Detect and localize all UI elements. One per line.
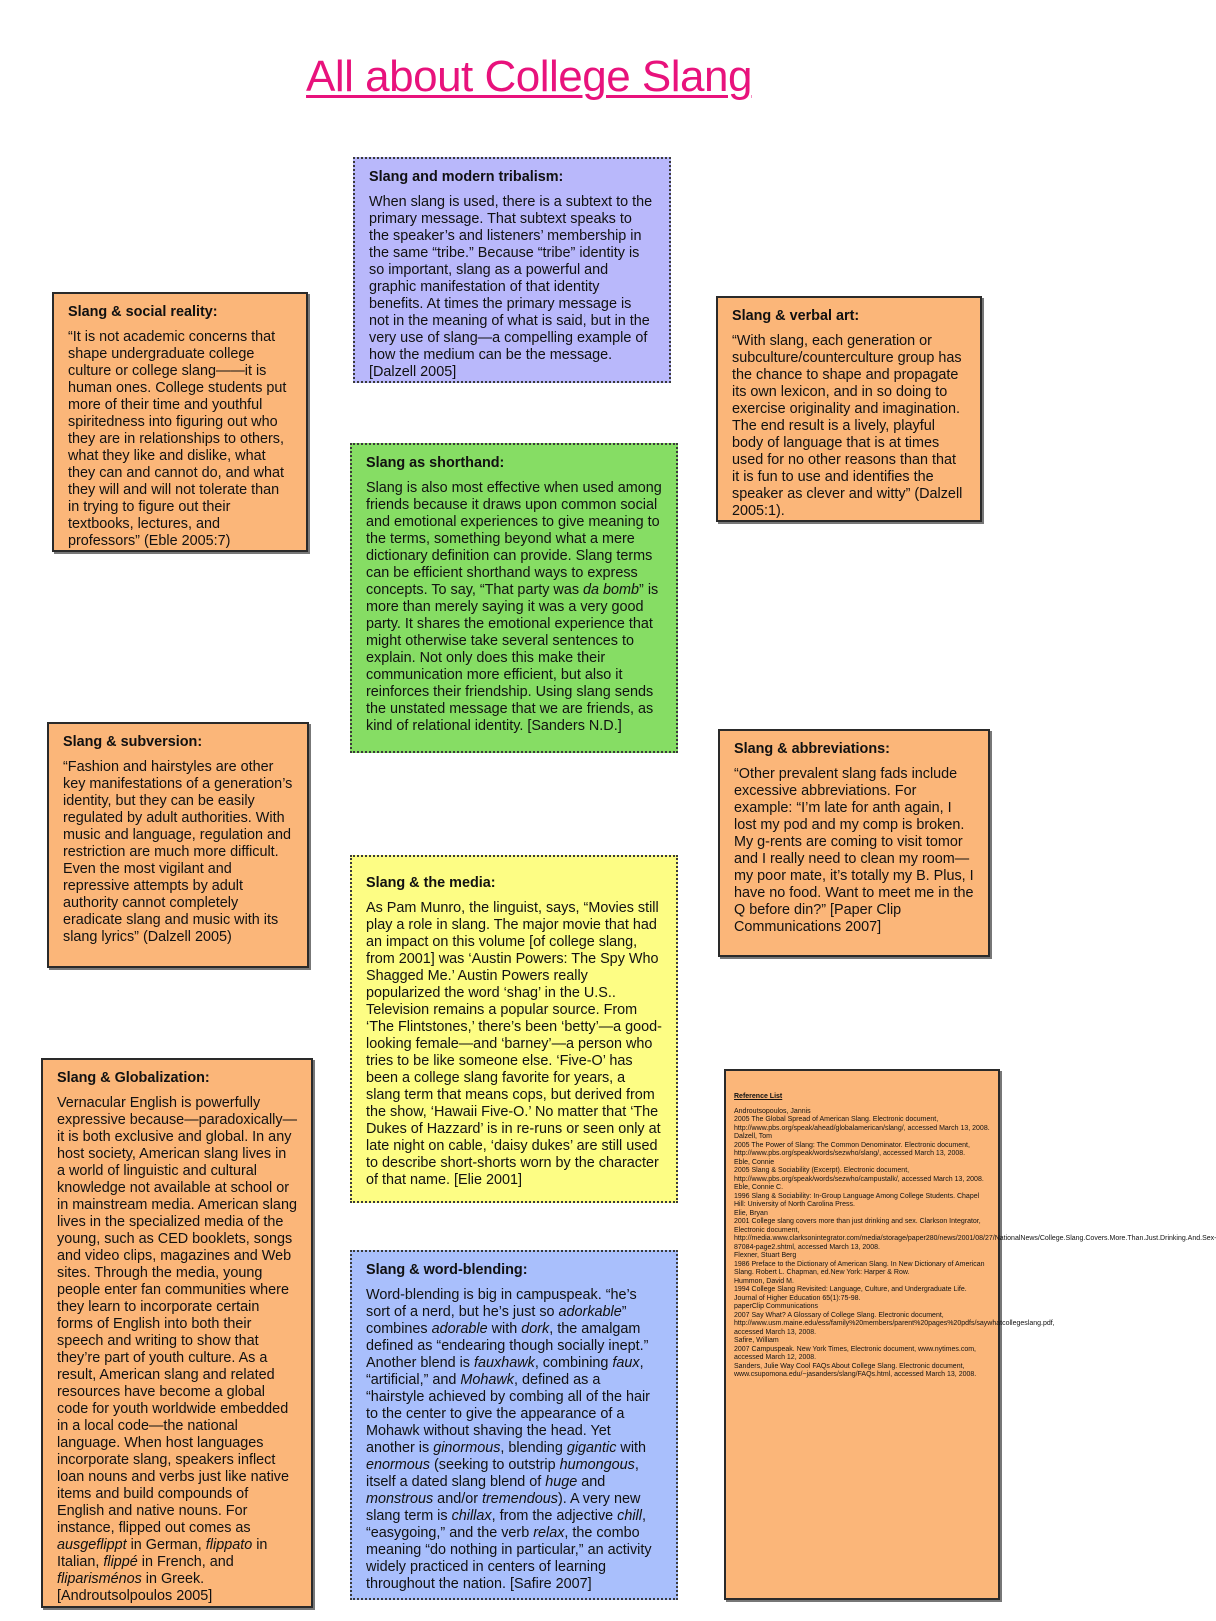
social-reality-heading: Slang & social reality: [68,304,218,320]
verbal-art-body: “With slang, each generation or subculture/counterculture group has the chance to shape and propagate its own lexicon, and in so doing to exercise originality and imagination. The end result is a lively, playful body of language that is at times used for no other reasons than that it is fun to use and identifies the speaker as clever and witty” (Dalzell 2005:1). [732,333,963,519]
shorthand-body: Slang is also most effective when used among friends because it draws upon common social and emotional experiences to give meaning to the terms, something beyond what a mere dictionary definition can provide. Slang terms can be efficient shorthand ways to express concepts. To say, “That party was da bomb” is more than merely saying it was a very good party. It shares the emotional experience that might otherwise take several sentences to explain. Not only does this make their communication more efficient, but also it reinforces their friendship. Using slang sends the unstated message that we are friends, as kind of relational identity. [Sanders N.D.] [366,480,662,734]
reference-line: Eble, Connie C. [734,1184,784,1191]
shorthand-box [350,443,678,753]
reference-line: Dalzell, Tom [734,1133,772,1140]
reference-line: 2001 College slang covers more than just drinking and sex. Clarkson Integrator, Electronic document, http://media.www.clarksonintegrator.com/media/storage/paper280/news/2001/08/27/NationalNews/College.Slang.Covers.More.Than.Just.Drinking.And.Sex-87084-page2.shtml, accessed March 13, 2008. [734,1218,1216,1251]
reference-line: 2007 Say What? A Glossary of College Slang. Electronic document, http://www.usm.maine.edu/ess/family%20members/parent%20pages%20pdfs/saywhatcollegeslang.pdf, accessed March 13, 2008. [734,1311,1055,1336]
reference-line: 2007 Campuspeak. New York Times, Electronic document, www.nytimes.com, accessed March 12, 2008. [734,1345,976,1361]
reference-line: Elie, Bryan [734,1209,768,1217]
verbal-art-box [716,296,982,522]
reference-line: Eble, Connie [734,1158,775,1166]
tribalism-box [353,157,671,383]
verbal-art-heading: Slang & verbal art: [732,308,860,324]
reference-line: 2005 The Global Spread of American Slang. Electronic document, http://www.pbs.org/speak/ahead/globalamerican/slang/, accessed March 13, 2008. [734,1116,990,1132]
reference-line: 2005 The Power of Slang: The Common Denominator. Electronic document, http://www.pbs.org/speak/words/sezwho/slang/, accessed March 13, 2008. [734,1141,970,1157]
abbreviations-box [718,729,990,957]
word-blending-heading: Slang & word-blending: [366,1262,528,1278]
shorthand-heading: Slang as shorthand: [366,455,505,471]
reference-list-heading: Reference List [734,1093,783,1100]
page-title: All about College Slang [306,52,752,101]
globalization-body: Vernacular English is powerfully expressive because—paradoxically—it is both exclusive and global. In any host society, American slang lives in a world of linguistic and cultural knowledge not available at school or in mainstream media. American slang lives in the specialized media of the young, such as CED booklets, songs and video clips, magazines and Web sites. Through the media, young people enter fan communities where they learn to incorporate certain forms of English into both their speech and writing to show that they’re part of youth culture. As a result, American slang and related resources have become a global code for youth worldwide embedded in a local code—the national language. When host languages incorporate slang, speakers inflect loan nouns and verbs just like native items and build compounds of English and native nouns. For instance, flipped out comes as ausgeflippt in German, flippato in Italian, flippé in French, and fliparisménos in Greek. [Androutsolpoulos 2005] [57,1095,297,1604]
subversion-heading: Slang & subversion: [63,734,203,750]
reference-line: 2005 Slang & Sociability (Excerpt). Electronic document, http://www.pbs.org/speak/words/sezwho/campustalk/, accessed March 13, 2008. [734,1167,984,1183]
reference-line: Flexner, Stuart Berg [734,1252,797,1259]
reference-line: Androutsopoulos, Jannis [734,1107,811,1115]
abbreviations-body: “Other prevalent slang fads include excessive abbreviations. For example: “I’m late for anth again, I lost my pod and my comp is broken. My g-rents are coming to visit tomor and I really need to clean my room—my poor mate, it’s totally my B. Plus, I have no food. Want to meet me in the Q before din?” [Paper Clip Communications 2007] [734,766,974,935]
reference-line: paperClip Communications [734,1303,819,1310]
word-blending-box [350,1250,678,1600]
reference-line: Sanders, Julie Way Cool FAQs About College Slang. Electronic document, www.csupomona.edu/~jasanders/slang/FAQs.html, accessed March 13, 2008. [734,1362,977,1378]
subversion-box [47,722,309,968]
social-reality-box [52,292,308,552]
reference-line: Hummon, David M. [734,1277,794,1285]
abbreviations-heading: Slang & abbreviations: [734,741,890,757]
media-box [350,855,678,1203]
tribalism-body: When slang is used, there is a subtext to the primary message. That subtext speaks to the speaker’s and listeners’ membership in the same “tribe.” Because “tribe” identity is so important, slang as a powerful and graphic manifestation of that identity benefits. At times the primary message is not in the meaning of what is said, but in the very use of slang—a compelling example of how the medium can be the message. [Dalzell 2005] [369,194,653,380]
reference-line: Safire, William [734,1337,779,1344]
reference-entries [734,1107,1216,1380]
tribalism-heading: Slang and modern tribalism: [369,169,564,185]
reference-list-box [724,1069,1216,1600]
globalization-heading: Slang & Globalization: [57,1070,210,1086]
reference-line: 1986 Preface to the Dictionary of American Slang. In New Dictionary of American Slang. Robert L. Chapman, ed.New York: Harper & Row. [734,1260,985,1276]
social-reality-body: “It is not academic concerns that shape undergraduate college culture or college slang——it is human ones. College students put more of their time and youthful spiritedness into figuring out who they are in relationships to others, what they like and dislike, what they can and cannot do, and what they will and will not tolerate than in trying to figure out their textbooks, lectures, and professors” (Eble 2005:7) [68,329,287,549]
reference-line: 1996 Slang & Sociability: In-Group Language Among College Students. Chapel Hill: University of North Carolina Press. [734,1192,980,1208]
subversion-body: “Fashion and hairstyles are other key manifestations of a generation’s identity, but they can be easily regulated by adult authorities. With music and language, regulation and restriction are much more difficult. Even the most vigilant and repressive attempts by adult authority cannot completely eradicate slang and music with its slang lyrics” (Dalzell 2005) [63,759,293,945]
media-body: As Pam Munro, the linguist, says, “Movies still play a role in slang. The major movie that had an impact on this volume [of college slang, from 2001] was ‘Austin Powers: The Spy Who Shagged Me.’ Austin Powers really popularized the word ‘shag’ in the U.S.. Television remains a popular source. From ‘The Flintstones,’ there’s been ‘betty’—a good-looking female—and ‘barney’—a person who tries to be like someone else. ‘Five-O’ has been a college slang favorite for years, a slang term that means cops, but derived from the show, ‘Hawaii Five-O.’ No matter that ‘The Dukes of Hazzard’ is in re-runs or seen only at late night on cable, ‘daisy dukes’ are still used to describe short-shorts worn by the character of that name. [Elie 2001] [366,900,662,1188]
media-heading: Slang & the media: [366,875,496,891]
word-blending-body: Word-blending is big in campuspeak. “he’s sort of a nerd, but he’s just so adorkable” combines adorable with dork, the amalgam defined as “endearing though socially inept.” Another blend is fauxhawk, combining faux, “artificial,” and Mohawk, defined as a “hairstyle achieved by combing all of the hair to the center to give the appearance of a Mohawk without shaving the head. Yet another is ginormous, blending gigantic with enormous (seeking to outstrip humongous, itself a dated slang blend of huge and monstrous and/or tremendous). A very new slang term is chillax, from the adjective chill, “easygoing,” and the verb relax, the combo meaning “do nothing in particular,” an activity widely practiced in centers of learning throughout the nation. [Safire 2007] [366,1287,652,1592]
globalization-box [41,1058,313,1608]
reference-line: 1994 College Slang Revisited: Language, Culture, and Undergraduate Life. Journal of Higher Education 65(1):75-98. [734,1286,967,1302]
